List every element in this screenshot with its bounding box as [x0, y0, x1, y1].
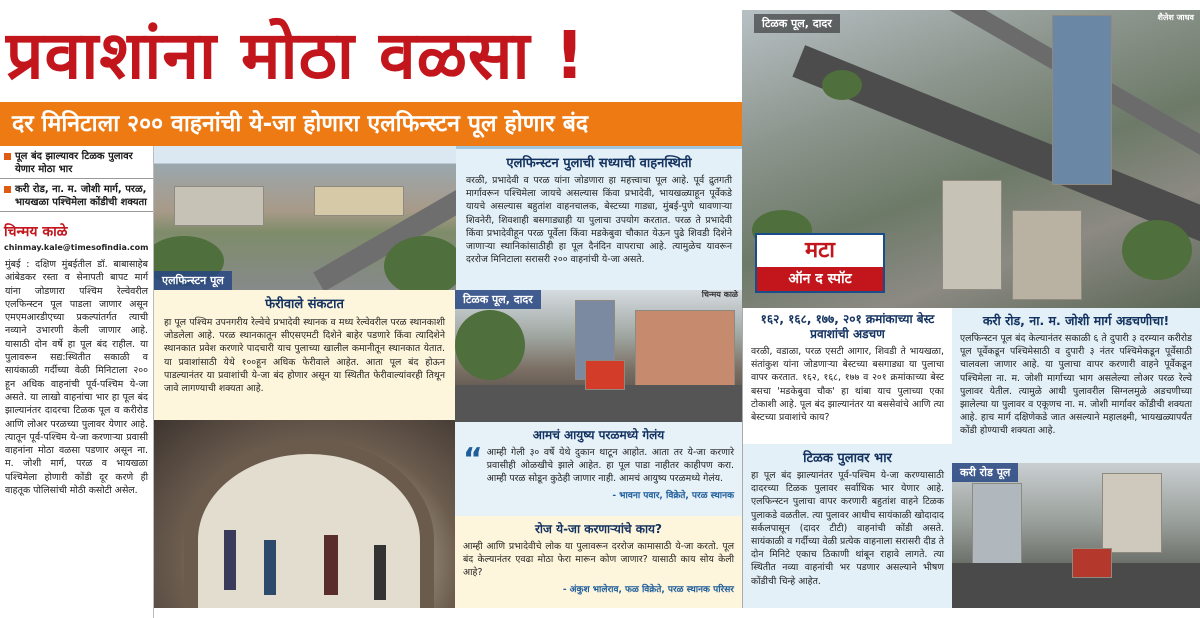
- badge-label: ऑन द स्पॉट: [757, 267, 883, 291]
- panel-body: वरळी, प्रभादेवी व परळ यांना जोडणारा हा महत्त्वाचा पूल आहे. पूर्व द्रुतगती मार्गावरून पश्चिमेला जायचे असल्यास किंवा प्रभादेवी, भायखळ्याहून पूर्वेकडे यायचे असल्यास बहुतांश वाहनचालक, बेस्टच्या गाड्या, मुंबई-पुणे धावणाऱ्या शिवनेरी, शिवशाही बसगाड्याही या पुलाचा उपयोग करतात. परळ ते प्रभादेवी किंवा प्रभादेवीहून परळ पूर्वेला किंवा मडकेबुवा चौकात येऊन पुढे शिवडी दिशेने जाणाऱ्या स्थानिकांसाठीही हा पूल दैनंदिन वापराचा आहे. त्यामुळेच यावरून दररोज मिनिटाला सरासरी २०० वाहनांची ये-जा असते.: [466, 175, 732, 266]
- panel-body: हा पूल बंद झाल्यानंतर पूर्व-पश्चिम ये-जा करण्यासाठी दादरच्या टिळक पुलावर सर्वाधिक भार येणार आहे. एलफिन्स्टन पुलाचा वापर करणारी बहुतांश वाहने टिळक पुलाकडे वळतील. त्या पुलावर आधीच सायंकाळी खोदादाद सर्कलपासून (दादर टीटी) वाहनांची कोंडी असते. सायंकाळी व गर्दीच्या वेळी प्रत्येक वाहनाला सरासरी दीड ते दोन मिनिटे एकाच ठिकाणी थांबून राहावे लागते. त्या स्थितीत नव्या वाहनांची भर पडणार असल्याने भीषण कोंडीची चिन्हे आहेत.: [751, 470, 944, 587]
- bullet-square-icon: [4, 186, 11, 193]
- best-bus-panel: [742, 308, 952, 444]
- quote-panel-paral-life: [455, 422, 742, 516]
- page-headline: प्रवाशांना मोठा वळसा !: [6, 17, 586, 94]
- hawkers-panel: [154, 290, 455, 420]
- quote-text: आम्ही आणि प्रभादेवीचे लोक या पुलावरून दररोज कामासाठी ये-जा करतो. पूल बंद केल्यानंतर एवढा मोठा फेरा मारून कोण जाणार? यासाठी काय सोय केली आहे?: [463, 541, 734, 579]
- bullet-square-icon: [4, 153, 11, 160]
- panel-title: फेरीवाले संकटात: [265, 297, 344, 312]
- panel-title: आमचं आयुष्य परळमध्ये गेलंय: [532, 428, 665, 442]
- photo-caption: एलफिन्स्टन पूल: [154, 271, 232, 290]
- author-email: chinmay.kale@timesofindia.com: [4, 243, 149, 252]
- bullet-text: पूल बंद झाल्यावर टिळक पुलावर येणार मोठा भार: [15, 151, 133, 175]
- photo-caption: टिळक पूल, दादर: [754, 14, 840, 33]
- main-article-body: मुंबई : दक्षिण मुंबईतील डॉ. बाबासाहेब आंबेडकर रस्ता व सेनापती बापट मार्ग यांना जोडणारा पश्चिम रेल्वेवरील एलफिन्स्टन पूल पाडला जाणार असून एमएमआरडीएच्या प्रकल्पांतर्गत त्याची नव्याने उभारणी केली जाणार आहे. यासाठी दोन वर्षे हा पूल बंद राहील. या पुलावरून सद्य:स्थितीत सकाळी व सायंकाळी गर्दीच्या वेळी मिनिटाला २०० हून अधिक वाहनांची पूर्व-पश्चिम ये-जा असते. या लाखो वाहनांचा भार हा पूल बंद झाल्यानंतर दादरचा टिळक पूल व करीरोड आणि लोअर परळच्या पुलावर येणार आहे. त्यातून पूर्व-पश्चिम ये-जा करणाऱ्या प्रवासी वाहनांना मोठा वळसा पडणार असून ना. म. जोशी मार्ग, परळ व भायखळा पश्चिमेला होणारी कोंडी दूर करणे ही वाहतूक पोलिसांची मोठी कसोटी असेल.: [5, 259, 148, 497]
- panel-title: १६२, १६८, १७७, २०१ क्रमांकाच्या बेस्ट प्रवाशांची अडचण: [760, 312, 935, 341]
- curry-road-panel: [952, 308, 1200, 463]
- panel-title: रोज ये-जा करणाऱ्यांचे काय?: [535, 522, 662, 536]
- panel-title: टिळक पुलावर भार: [803, 451, 892, 466]
- panel-body: एलफिन्स्टन पूल बंद केल्यानंतर सकाळी ६ ते दुपारी ३ दरम्यान करीरोड पूल पूर्वेकडून पश्चिमेसाठी व दुपारी ३ नंतर पश्चिमेकडून पूर्वेसाठी चालवला जाणार आहे. या पुलाचा वापर करणारी वाहने पूर्वेकडून पश्चिमेला ना. म. जोशी मार्गाच्या भाग असलेल्या लोअर परळ रेल्वे पुलावर येतील. त्यामुळे आधी पुलावरील सिग्नलमुळे अडचणीच्या झालेल्या या पुलावर व एकूणच ना. म. जोशी मार्गावर कोंडीची शक्यता आहे. हाच मार्ग दक्षिणेकडे जात असल्याने महालक्ष्मी, भायखळ्यापर्यंत कोंडी होण्याची शक्यता आहे.: [960, 333, 1192, 437]
- quote-text: आम्ही गेली ३० वर्षे येथे दुकान थाटून आहोत. आता तर ये-जा करणारे प्रवासीही ओळखीचे झाले आहेत. हा पूल पाडा नाहीतर काहीपण करा. आम्ही परळ सोडून कुठेही जाणार नाही. आमचं आयुष्य परळमध्ये गेलंय.: [486, 447, 734, 485]
- quote-mark-icon: “: [463, 442, 483, 477]
- tilak-bridge-load-panel: [742, 444, 952, 608]
- panel-title: करी रोड, ना. म. जोशी मार्ग अडचणीचा!: [982, 313, 1170, 328]
- photo-credit: चिन्मय काळे: [701, 290, 738, 299]
- panel-body: वरळी, वडाळा, परळ एसटी आगार, शिवडी ते भायखळा, संतांकुश यांना जोडणाऱ्या बेस्टच्या बसगाड्या या पुलाचा वापर करतात. १६२, १६८, १७७ व २०१ क्रमांकाच्या बेस्ट बसचा 'मडकेबुवा चौक' हा थांबा याच पुलाच्या एका टोकाशी आहे. पूल बंद झाल्यानंतर या बससेवांचे आणि त्या बेस्टच्या प्रवाशांचे काय?: [751, 346, 944, 424]
- photo-credit: शैलेश जाधव: [1157, 13, 1194, 22]
- left-column: [0, 146, 154, 618]
- bullet-item: [0, 179, 153, 212]
- quote-attribution: - अंकुश भालेराव, फळ विक्रेते, परळ स्थानक परिसर: [562, 584, 734, 595]
- badge-logo-text: मटा: [805, 238, 835, 263]
- bullet-item: [0, 146, 153, 179]
- bullet-text: करी रोड, ना. म. जोशी मार्ग, परळ, भायखळा पश्चिमेला कोंडीची शक्यता: [15, 184, 147, 208]
- author-byline: चिन्मय काळे: [4, 224, 68, 240]
- quote-attribution: - भावना पवार, विक्रेते, परळ स्थानक: [612, 490, 734, 501]
- bridge-arch-tunnel-photo: [154, 420, 455, 608]
- subheadline-bar: दर मिनिटाला २०० वाहनांची ये-जा होणारा एलफिन्स्टन पूल होणार बंद: [0, 102, 742, 146]
- tilak-bridge-street-photo: [455, 290, 742, 422]
- panel-title: एलफिन्स्टन पुलाची सध्याची वाहनस्थिती: [506, 156, 692, 171]
- vehicle-status-panel: [456, 146, 742, 290]
- photo-caption: करी रोड पूल: [952, 463, 1018, 482]
- panel-body: हा पूल पश्चिम उपनगरीय रेल्वेचे प्रभादेवी स्थानक व मध्य रेल्वेवरील परळ स्थानकाशी जोडलेला आहे. परळ स्थानकातून सीएसएमटी दिशेने बाहेर पडणारे किंवा त्यादिशेने स्थानकात प्रवेश करणारे पादचारी याच पुलाच्या खालील कमानीतून स्थानकात येतात. या प्रवाशांसाठी येथे १००हून अधिक फेरीवाले आहेत. आता पूल बंद होऊन पाडल्यानंतर या प्रवाशांची ये-जा बंद होणार असून या स्थितीत फेरीवाल्यांवरही तिथून जावे लागण्याची शक्यता आहे.: [164, 317, 445, 395]
- quote-panel-daily-commuters: [455, 516, 742, 608]
- elphinstone-bridge-photo: [154, 146, 456, 290]
- mata-on-the-spot-badge: [755, 233, 885, 293]
- photo-caption: टिळक पूल, दादर: [455, 290, 541, 309]
- curry-road-bridge-photo: [952, 463, 1200, 608]
